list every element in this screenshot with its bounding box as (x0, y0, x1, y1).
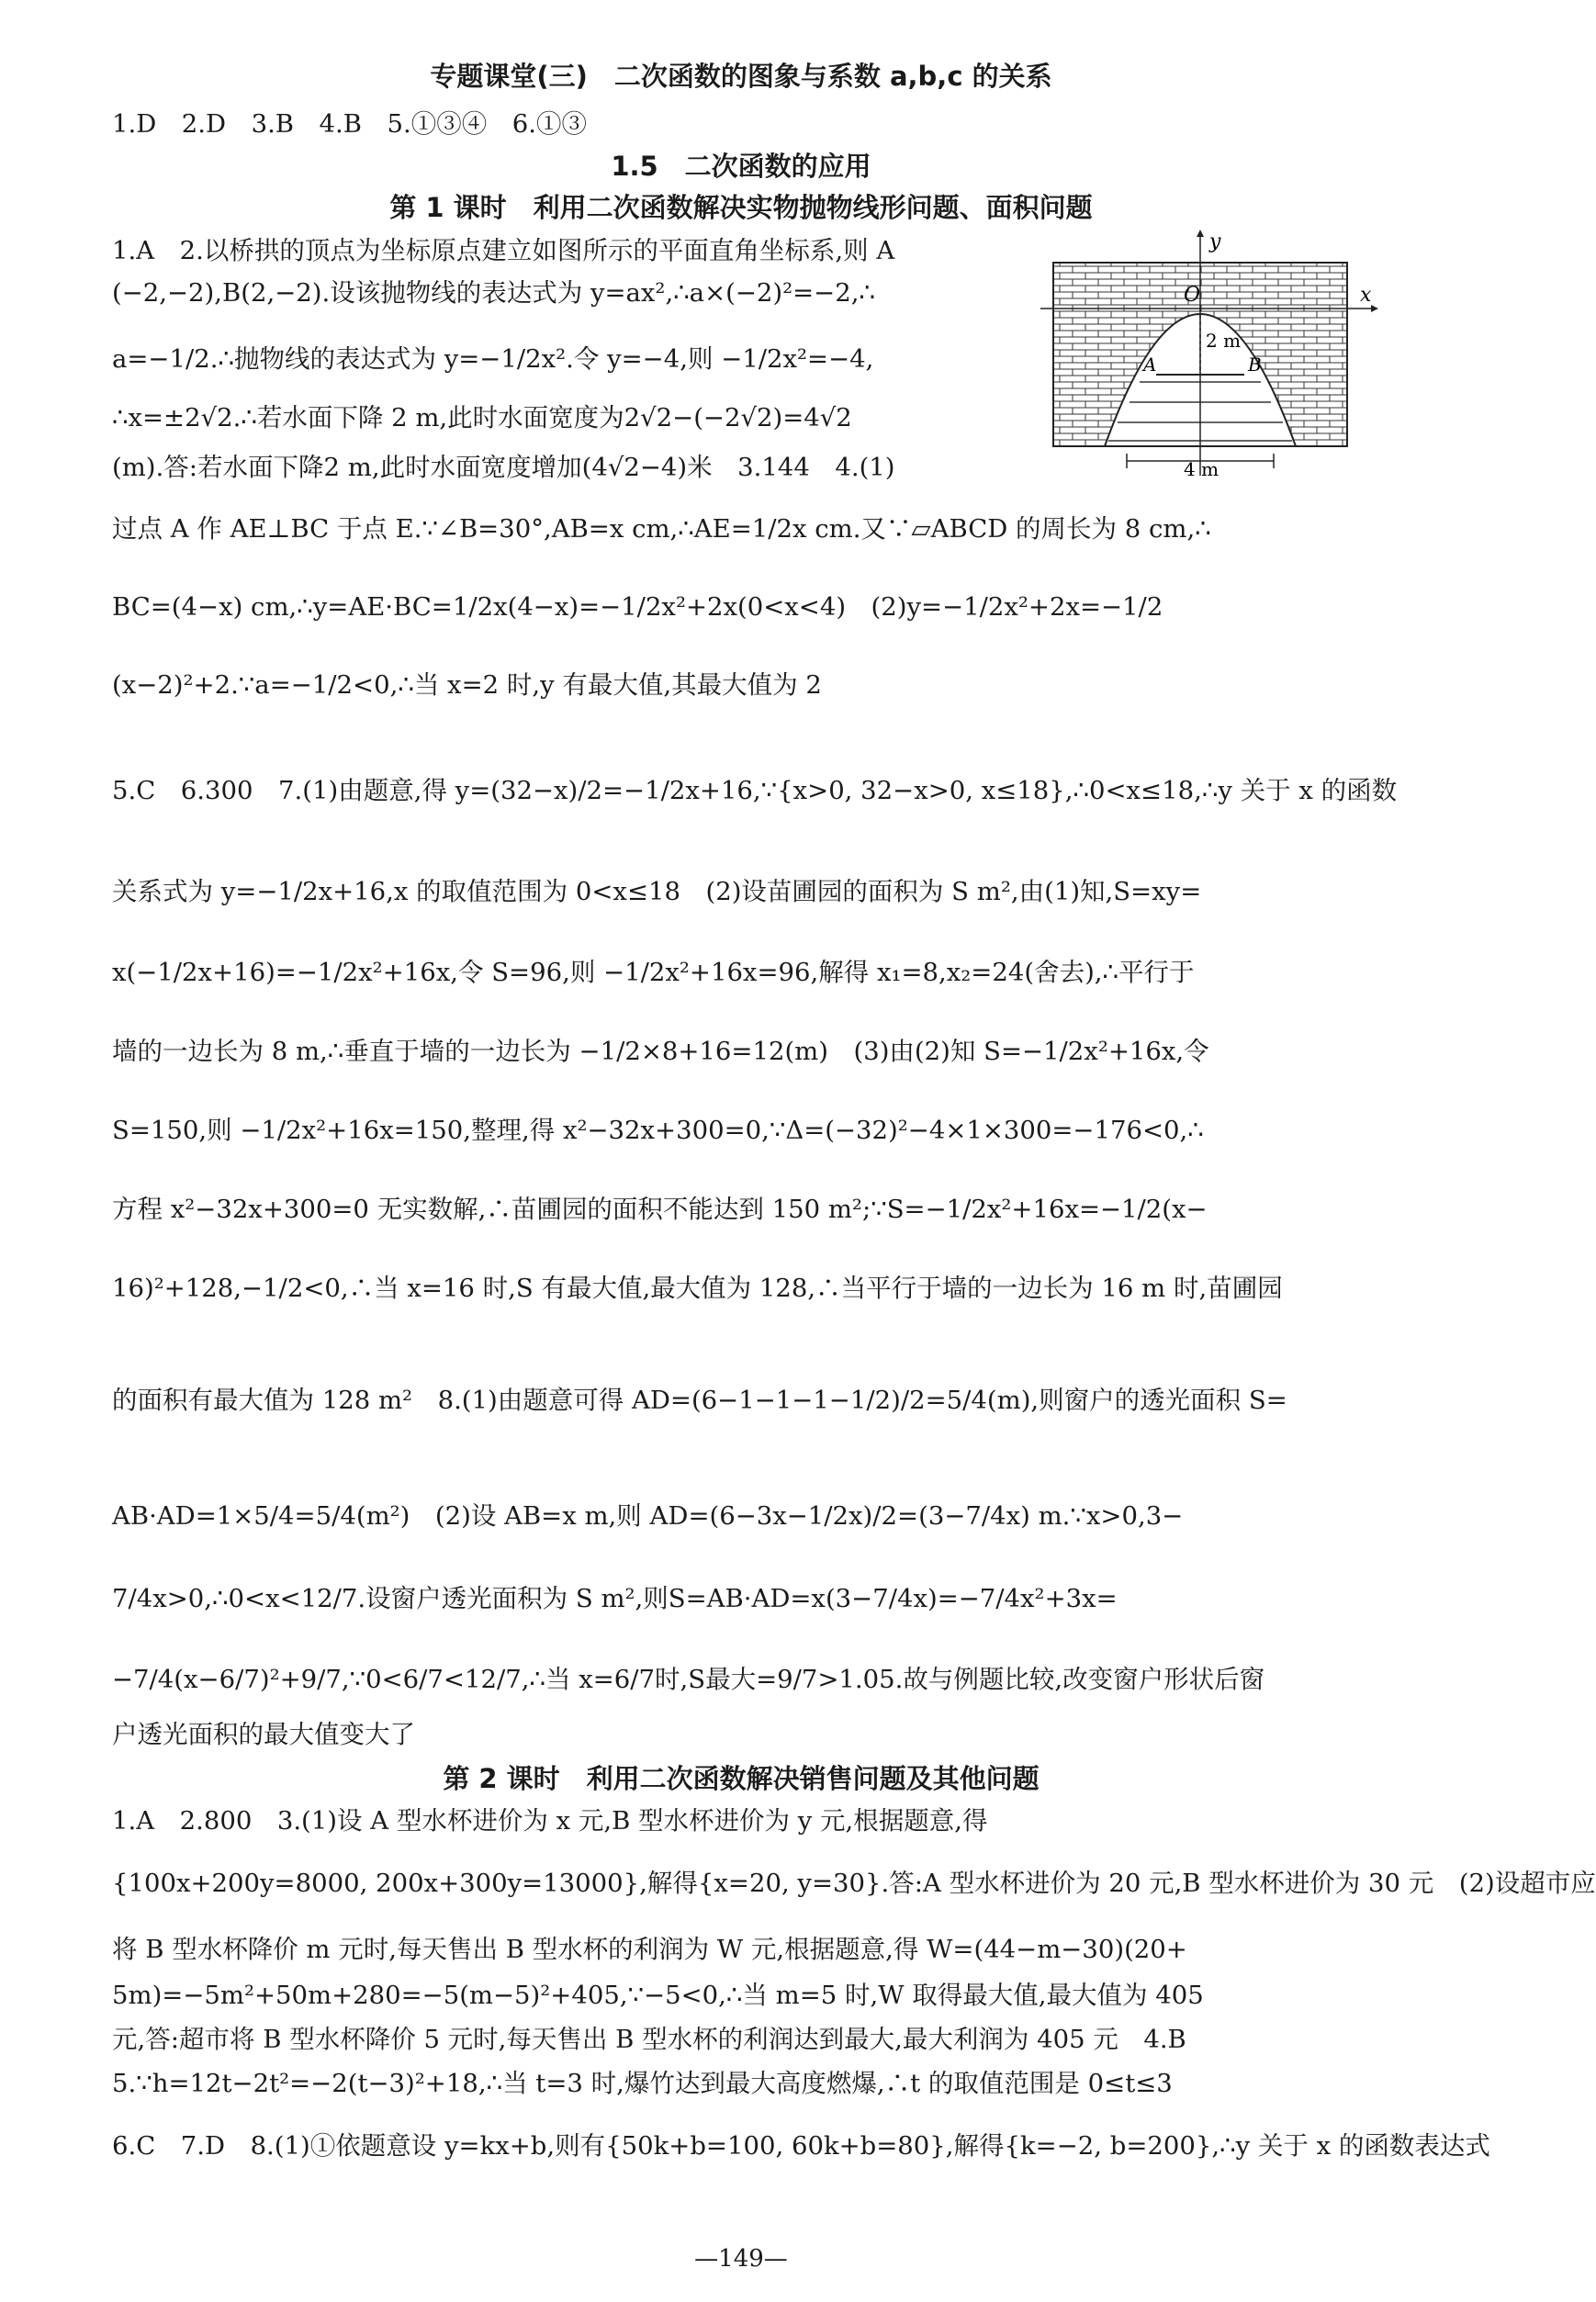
x-label: x (1360, 284, 1372, 307)
text-line: 将 B 型水杯降价 m 元时,每天售出 B 型水杯的利润为 W 元,根据题意,得 W=(44−m−30)(20+ (112, 1935, 1187, 1964)
text-line: 5.∵h=12t−2t²=−2(t−3)²+18,∴当 t=3 时,爆竹达到最大高度燃爆,∴t 的取值范围是 0≤t≤3 (112, 2069, 1173, 2098)
text-line: 元,答:超市将 B 型水杯降价 5 元时,每天售出 B 型水杯的利润达到最大,最大利润为 405 元 4.B (112, 2025, 1186, 2054)
y-axis-arrow (1197, 230, 1204, 237)
text-line: {100x+200y=8000, 200x+300y=13000},解得{x=20, y=30}.答:A 型水杯进价为 20 元,B 型水杯进价为 30 元 (2)设超市应 (112, 1869, 1596, 1898)
text-line: BC=(4−x) cm,∴y=AE·BC=1/2x(4−x)=−1/2x²+2x(0<x<4) (2)y=−1/2x²+2x=−1/2 (112, 592, 1163, 622)
text-line: 墙的一边长为 8 m,∴垂直于墙的一边长为 −1/2×8+16=12(m) (3)由(2)知 S=−1/2x²+16x,令 (112, 1037, 1209, 1066)
text-line: 1.D 2.D 3.B 4.B 5.①③④ 6.①③ (112, 109, 587, 139)
text-line: x(−1/2x+16)=−1/2x²+16x,令 S=96,则 −1/2x²+16x=96,解得 x₁=8,x₂=24(舍去),∴平行于 (112, 958, 1195, 987)
point-a-label: A (1143, 354, 1157, 376)
text-line: 过点 A 作 AE⊥BC 于点 E.∵∠B=30°,AB=x cm,∴AE=1/2x cm.又∵▱ABCD 的周长为 8 cm,∴ (112, 514, 1211, 544)
x-axis-arrow (1371, 305, 1378, 312)
text-line: 16)²+128,−1/2<0,∴当 x=16 时,S 有最大值,最大值为 128,∴当平行于墙的一边长为 16 m 时,苗圃园 (112, 1274, 1283, 1303)
text-line: (m).答:若水面下降2 m,此时水面宽度增加(4√2−4)米 3.144 4.(1) (112, 453, 895, 482)
text-line: 5m)=−5m²+50m+280=−5(m−5)²+405,∵−5<0,∴当 m=5 时,W 取得最大值,最大值为 405 (112, 1981, 1204, 2010)
text-line: 5.C 6.300 7.(1)由题意,得 y=(32−x)/2=−1/2x+16,∵{x>0, 32−x>0, x≤18},∴0<x≤18,∴y 关于 x 的函数 (112, 776, 1398, 805)
text-line: S=150,则 −1/2x²+16x=150,整理,得 x²−32x+300=0,∵Δ=(−32)²−4×1×300=−176<0,∴ (112, 1116, 1204, 1145)
bridge-arch-figure (1040, 228, 1382, 480)
text-line: 7/4x>0,∴0<x<12/7.设窗户透光面积为 S m²,则S=AB·AD=x(3−7/4x)=−7/4x²+3x= (112, 1584, 1118, 1613)
text-line: 户透光面积的最大值变大了 (112, 1720, 415, 1749)
text-line: (x−2)²+2.∵a=−1/2<0,∴当 x=2 时,y 有最大值,其最大值为 2 (112, 670, 822, 700)
topic-heading: 专题课堂(三) 二次函数的图象与系数 a,b,c 的关系 (430, 61, 1052, 92)
page-number: —149— (694, 2245, 788, 2273)
text-line: 6.C 7.D 8.(1)①依题意设 y=kx+b,则有{50k+b=100, 60k+b=80},解得{k=−2, b=200},∴y 关于 x 的函数表达式 (112, 2131, 1490, 2161)
width-label: 4 m (1184, 458, 1219, 480)
point-b-label: B (1248, 354, 1262, 376)
y-label: y (1209, 230, 1221, 253)
text-line: 的面积有最大值为 128 m² 8.(1)由题意可得 AD=(6−1−1−1−1/2)/2=5/4(m),则窗户的透光面积 S= (112, 1386, 1287, 1415)
text-line: −7/4(x−6/7)²+9/7,∵0<6/7<12/7,∴当 x=6/7时,S最大=9/7>1.05.故与例题比较,改变窗户形状后窗 (112, 1665, 1265, 1694)
text-line: 方程 x²−32x+300=0 无实数解,∴苗圃园的面积不能达到 150 m²;∵S=−1/2x²+16x=−1/2(x− (112, 1195, 1208, 1224)
text-line: AB·AD=1×5/4=5/4(m²) (2)设 AB=x m,则 AD=(6−3x−1/2x)/2=(3−7/4x) m.∵x>0,3− (112, 1501, 1184, 1531)
lesson2-heading: 第 2 课时 利用二次函数解决销售问题及其他问题 (443, 1763, 1040, 1794)
height-label: 2 m (1206, 330, 1242, 352)
text-line: a=−1/2.∴抛物线的表达式为 y=−1/2x².令 y=−4,则 −1/2x²=−4, (112, 344, 874, 374)
text-line: ∴x=±2√2.∴若水面下降 2 m,此时水面宽度为2√2−(−2√2)=4√2 (112, 403, 852, 432)
text-line: 1.A 2.800 3.(1)设 A 型水杯进价为 x 元,B 型水杯进价为 y 元,根据题意,得 (112, 1806, 988, 1836)
text-line: 1.A 2.以桥拱的顶点为坐标原点建立如图所示的平面直角坐标系,则 A (112, 236, 895, 265)
lesson1-heading: 第 1 课时 利用二次函数解决实物抛物线形问题、面积问题 (389, 192, 1093, 223)
text-line: 关系式为 y=−1/2x+16,x 的取值范围为 0<x≤18 (2)设苗圃园的面积为 S m²,由(1)知,S=xy= (112, 877, 1202, 906)
section-heading: 1.5 二次函数的应用 (611, 151, 871, 182)
text-line: (−2,−2),B(2,−2).设该抛物线的表达式为 y=ax²,∴a×(−2)²=−2,∴ (112, 278, 875, 308)
origin-label: O (1184, 284, 1201, 307)
